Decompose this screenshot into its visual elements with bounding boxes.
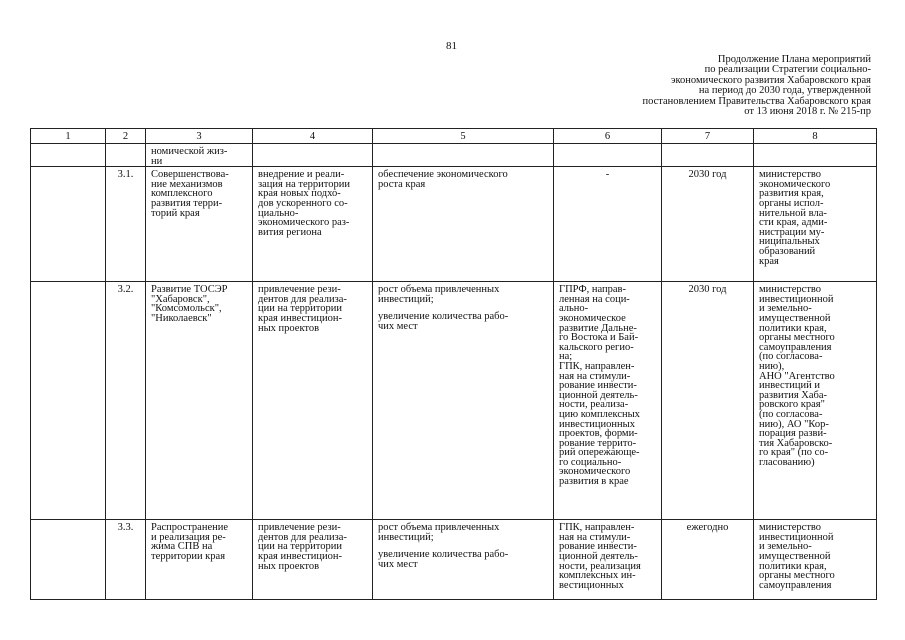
table-row <box>31 167 877 282</box>
row-measure: привлечение рези- дентов для реализа- ции на территории края инвестицион- ных проектов <box>253 282 373 520</box>
column-number: 5 <box>373 129 554 144</box>
row-source: - <box>554 167 662 282</box>
row-measure: привлечение рези- дентов для реализа- ции на территории края инвестицион- ных проектов <box>253 520 373 600</box>
row-results <box>373 282 554 520</box>
row-number: 3.2. <box>106 282 146 520</box>
row-number: 3.3. <box>106 520 146 600</box>
row-source: ГПРФ, направ- ленная на соци- ально- экономическое развитие Дальне- го Востока и Бай- кальского регио- на; ГПК, направлен- ная на стимули- рование инвести- ционной деятель- ности, реализа- цию комплексных инвестиционных проектов, форми- рование террито- рий опережающе- го социально- экономического развития в крае <box>554 282 662 520</box>
row-source: ГПК, направлен- ная на стимули- рование инвести- ционной деятель- ности, реализация комплексных ин- вестиционных <box>554 520 662 600</box>
column-number: 1 <box>31 129 106 144</box>
row-result: рост объема привлеченных инвестиций; <box>378 284 500 305</box>
row-term: 2030 год <box>662 282 754 520</box>
column-number: 3 <box>146 129 253 144</box>
header-line: на период до 2030 года, утвержденной <box>698 85 871 97</box>
header-line: по реализации Стратегии социально- <box>704 64 871 76</box>
column-number: 8 <box>754 129 877 144</box>
row-responsible: министерство экономического развития края, органы испол- нительной вла- сти края, адми- нистрации му- ниципальных образований края <box>754 167 877 282</box>
row-name: Совершенствова- ние механизмов комплексного развития терри- торий края <box>146 167 253 282</box>
row-measure: внедрение и реали- зация на территории края новых подхо- дов ускоренного со- циально- экономического раз- вития региона <box>253 167 373 282</box>
column-number: 7 <box>662 129 754 144</box>
column-number: 2 <box>106 129 146 144</box>
header-line: Продолжение Плана мероприятий <box>717 54 871 65</box>
row-name: Распространение и реализация ре- жима СПВ на территории края <box>146 520 253 600</box>
continuation-cell: номической жиз- ни <box>146 144 253 167</box>
row-result: увеличение количества рабо- чих мест <box>378 549 509 570</box>
table-row <box>31 282 877 520</box>
header-line: от 13 июня 2018 г. № 215-пр <box>744 106 871 118</box>
row-term: 2030 год <box>662 167 754 282</box>
row-result: обеспечение экономического роста края <box>373 167 554 282</box>
table-row <box>31 520 877 600</box>
row-term: ежегодно <box>662 520 754 600</box>
row-result: рост объема привлеченных инвестиций; <box>378 522 500 543</box>
row-responsible: министерство инвестиционной и земельно- имущественной политики края, органы местного самоуправления (по согласова- нию), АНО "Агентство инвестиций и развития Хаба- ровского края" (по согласова- нию), АО "Кор- порация разви- тия Хабаровско- го края" (по со- гласованию) <box>754 282 877 520</box>
row-number: 3.1. <box>106 167 146 282</box>
document-header <box>571 55 871 117</box>
header-line: экономического развития Хабаровского края <box>670 74 871 86</box>
row-result: увеличение количества рабо- чих мест <box>378 311 509 332</box>
header-line: постановлением Правительства Хабаровского края <box>642 95 871 107</box>
continuation-row <box>31 144 877 167</box>
row-name: Развитие ТОСЭР "Хабаровск", "Комсомольск", "Николаевск" <box>146 282 253 520</box>
column-number: 6 <box>554 129 662 144</box>
page-number: 81 <box>446 40 457 52</box>
plan-table <box>30 128 877 600</box>
column-number-row <box>31 129 877 144</box>
column-number: 4 <box>253 129 373 144</box>
row-results <box>373 520 554 600</box>
row-responsible: министерство инвестиционной и земельно- имущественной политики края, органы местного самоуправления <box>754 520 877 600</box>
